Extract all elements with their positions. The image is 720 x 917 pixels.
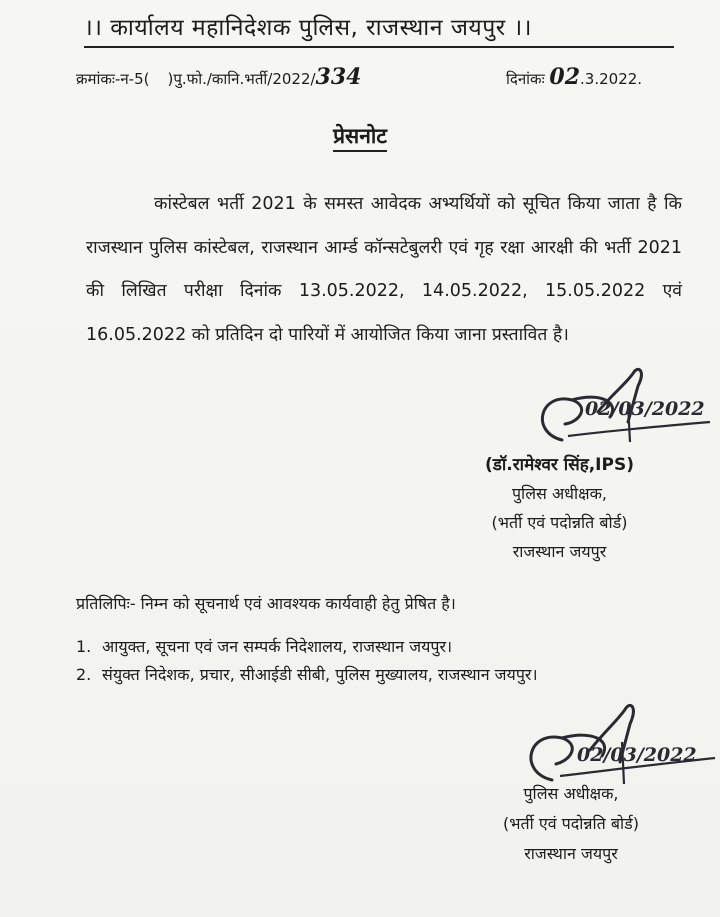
copy-to-item-number: 1. bbox=[76, 637, 92, 656]
signature-1-date: 02/03/2022 bbox=[585, 398, 705, 420]
copy-to-item-text: संयुक्त निदेशक, प्रचार, सीआईडी सीबी, पुलिस मुख्यालय, राजस्थान जयपुर। bbox=[102, 665, 538, 684]
copy-to-item-number: 2. bbox=[76, 665, 92, 684]
signatory-1-name: (डॉ.रामेश्वर सिंह,IPS) bbox=[485, 455, 634, 475]
signatory-1-board: (भर्ती एवं पदोन्नति बोर्ड) bbox=[491, 513, 628, 532]
office-header: ।। कार्यालय महानिदेशक पुलिस, राजस्थान जयपुर ।। bbox=[84, 15, 532, 41]
copy-to-item-text: आयुक्त, सूचना एवं जन सम्पर्क निदेशालय, राजस्थान जयपुर। bbox=[102, 637, 453, 656]
signatory-1-place: राजस्थान जयपुर bbox=[512, 542, 607, 561]
signatory-2-designation: पुलिस अधीक्षक, bbox=[523, 784, 619, 803]
signatory-2-board: (भर्ती एवं पदोन्नति बोर्ड) bbox=[503, 814, 639, 833]
date-rest: .3.2022. bbox=[580, 70, 643, 88]
press-note-heading: प्रेसनोट bbox=[0, 122, 720, 150]
reference-number bbox=[76, 64, 361, 90]
reference-date bbox=[506, 64, 642, 90]
signatory-2-place: राजस्थान जयपुर bbox=[524, 844, 618, 863]
copy-to-item bbox=[76, 662, 676, 687]
reference-middle: )पु.फो./कानि.भर्ती/2022/ bbox=[167, 70, 316, 88]
reference-prefix: क्रमांकः-न-5( bbox=[76, 70, 150, 88]
header-underline bbox=[84, 46, 674, 48]
handwritten-date-day: 02 bbox=[549, 64, 581, 90]
copy-to-item bbox=[76, 634, 676, 659]
signatory-1-designation: पुलिस अधीक्षक, bbox=[511, 484, 608, 503]
press-note-body: कांस्टेबल भर्ती 2021 के समस्त आवेदक अभ्यर्थियों को सूचित किया जाता है कि राजस्थान पुलिस कांस्टेबल, राजस्थान आर्म्ड कॉन्सटेबुलरी एवं गृह रक्षा आरक्षी की भर्ती 2021 की लिखित परीक्षा दिनांक 13.05.2022, 14.05.2022, 15.05.2022 एवं 16.05.2022 को प्रतिदिन दो पारियों में आयोजित किया जाना प्रस्तावित है। bbox=[86, 194, 682, 345]
copy-to-intro: प्रतिलिपिः- निम्न को सूचनार्थ एवं आवश्यक कार्यवाही हेतु प्रेषित है। bbox=[76, 594, 456, 613]
signature-2-date: 02/03/2022 bbox=[577, 744, 697, 766]
date-label: दिनांकः bbox=[506, 70, 545, 88]
copy-to-list bbox=[76, 634, 676, 690]
handwritten-dispatch-number: 334 bbox=[315, 64, 362, 90]
